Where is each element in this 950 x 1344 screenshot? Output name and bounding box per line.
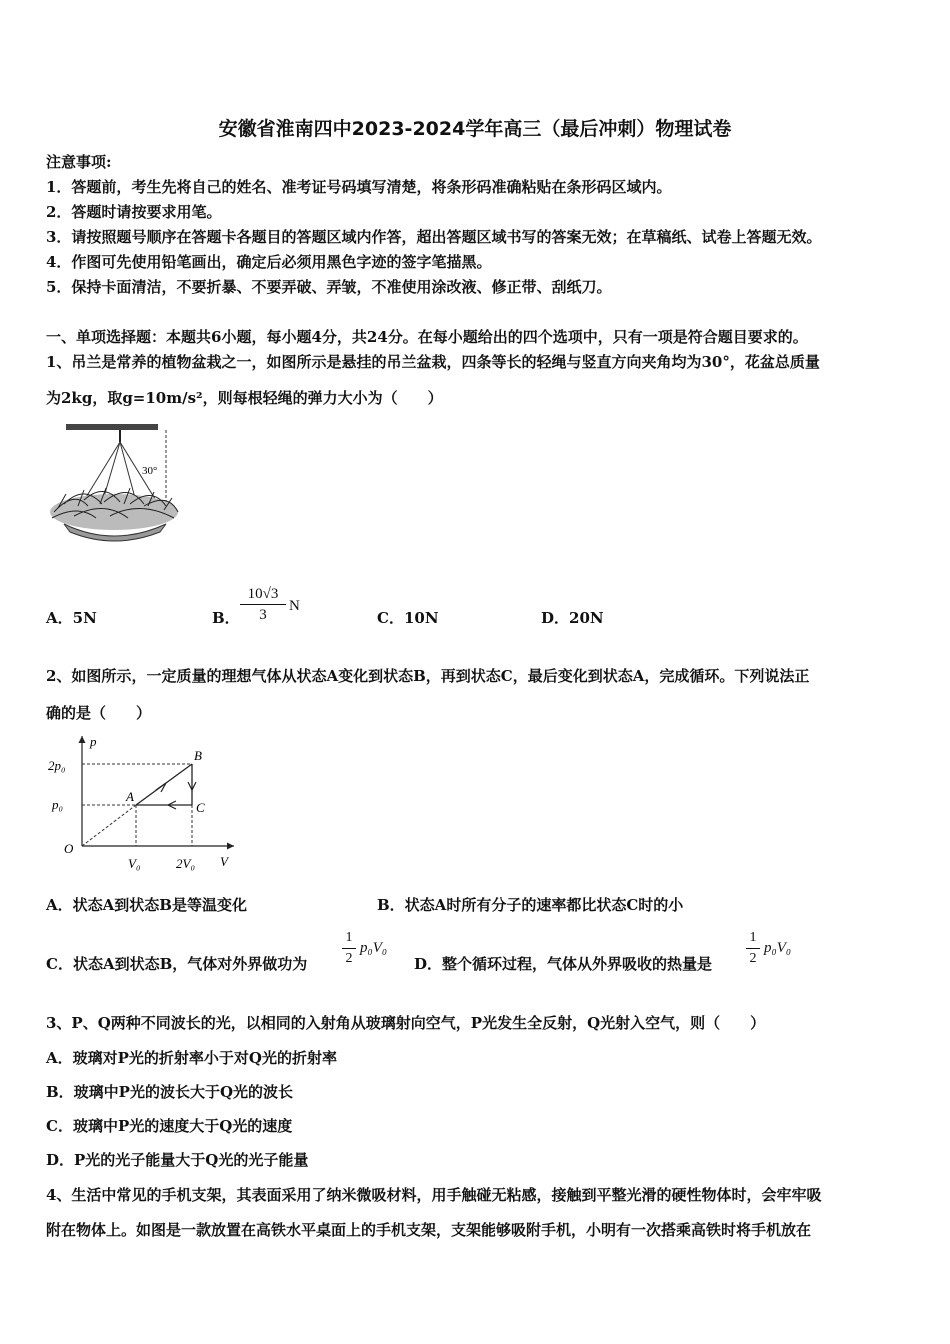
page-title: 安徽省淮南四中2023-2024学年高三（最后冲刺）物理试卷 [218, 118, 732, 140]
fraction-numerator: 10√3 [247, 586, 279, 602]
x-tick-v0: V₀ [128, 856, 141, 871]
x-axis-label: V [220, 854, 228, 869]
point-b-label: B [194, 748, 202, 763]
q1-option-b-fraction [240, 585, 286, 624]
q2-option-b[interactable]: B．状态A时所有分子的速率都比状态C时的小 [377, 896, 684, 914]
fraction-numerator: 1 [345, 930, 353, 945]
notice-item: 5．保持卡面清洁，不要折暴、不要弄破、弄皱，不准使用涂改液、修正带、刮纸刀。 [46, 278, 612, 296]
q1-stem-line1: 1、吊兰是常养的植物盆栽之一，如图所示是悬挂的吊兰盆栽，四条等长的轻绳与竖直方向夹角均为30°，花盆总质量 [46, 353, 820, 371]
q3-option-b[interactable]: B．玻璃中P光的波长大于Q光的波长 [46, 1083, 294, 1101]
fraction-denominator: 3 [259, 607, 267, 623]
point-c-label: C [196, 800, 205, 815]
q2-stem-line2: 确的是（ ） [46, 704, 152, 722]
notice-heading: 注意事项: [46, 153, 112, 171]
y-tick-p0: p₀ [52, 797, 64, 812]
q4-stem-line1: 4、生活中常见的手机支架，其表面采用了纳米微吸材料，用手触碰无粘感，接触到平整光滑的硬性物体时，会牢牢吸 [46, 1186, 822, 1204]
fraction-numerator: 1 [749, 930, 757, 945]
q3-option-d[interactable]: D．P光的光子能量大于Q光的光子能量 [46, 1151, 309, 1169]
q3-stem: 3、P、Q两种不同波长的光，以相同的入射角从玻璃射向空气，P光发生全反射，Q光射入空气，则（ ） [46, 1014, 766, 1032]
q4-stem-line2: 附在物体上。如图是一款放置在高铁水平桌面上的手机支架，支架能够吸附手机，小明有一次搭乘高铁时将手机放在 [46, 1221, 812, 1239]
angle-label: 30° [142, 465, 158, 477]
q1-option-a[interactable]: A．5N [46, 609, 97, 627]
notice-item: 2．答题时请按要求用笔。 [46, 203, 222, 221]
q2-option-a[interactable]: A．状态A到状态B是等温变化 [46, 896, 247, 914]
notice-item: 3．请按照题号顺序在答题卡各题目的答题区域内作答，超出答题区域书写的答案无效；在草稿纸、试卷上答题无效。 [46, 228, 822, 246]
q3-option-c[interactable]: C．玻璃中P光的速度大于Q光的速度 [46, 1117, 293, 1135]
y-axis-label: p [90, 734, 97, 749]
q2-option-c-term: p₀V₀ [360, 940, 388, 956]
q2-option-d[interactable]: D．整个循环过程，气体从外界吸收的热量是 [414, 955, 713, 973]
section-heading: 一、单项选择题：本题共6小题，每小题4分，共24分。在每小题给出的四个选项中，只有一项是符合题目要求的。 [46, 328, 808, 346]
q1-option-b-unit: N [289, 598, 300, 614]
hanging-plant-figure [44, 420, 184, 550]
notice-item: 4．作图可先使用铅笔画出，确定后必须用黑色字迹的签字笔描黑。 [46, 253, 492, 271]
q2-option-d-fraction [746, 929, 760, 968]
x-tick-2v0: 2V₀ [176, 856, 195, 871]
q1-stem-line2: 为2kg，取g=10m/s²，则每根轻绳的弹力大小为（ ） [46, 389, 443, 407]
q1-option-d[interactable]: D．20N [541, 609, 604, 627]
q1-option-c[interactable]: C．10N [377, 609, 439, 627]
y-tick-2p0: 2p₀ [48, 758, 66, 773]
q1-option-b-label[interactable]: B． [212, 609, 240, 627]
origin-label: O [64, 841, 74, 856]
pv-diagram [44, 730, 244, 880]
q3-option-a[interactable]: A．玻璃对P光的折射率小于对Q光的折射率 [46, 1049, 337, 1067]
fraction-denominator: 2 [749, 951, 757, 966]
point-a-label: A [126, 789, 134, 804]
q2-option-d-term: p₀V₀ [764, 940, 792, 956]
q2-option-c[interactable]: C．状态A到状态B，气体对外界做功为 [46, 955, 308, 973]
q2-stem-line1: 2、如图所示，一定质量的理想气体从状态A变化到状态B，再到状态C，最后变化到状态A，完成循环。下列说法正 [46, 667, 810, 685]
notice-item: 1．答题前，考生先将自己的姓名、准考证号码填写清楚，将条形码准确粘贴在条形码区域内。 [46, 178, 672, 196]
q2-option-c-fraction [342, 929, 356, 968]
fraction-denominator: 2 [345, 951, 353, 966]
